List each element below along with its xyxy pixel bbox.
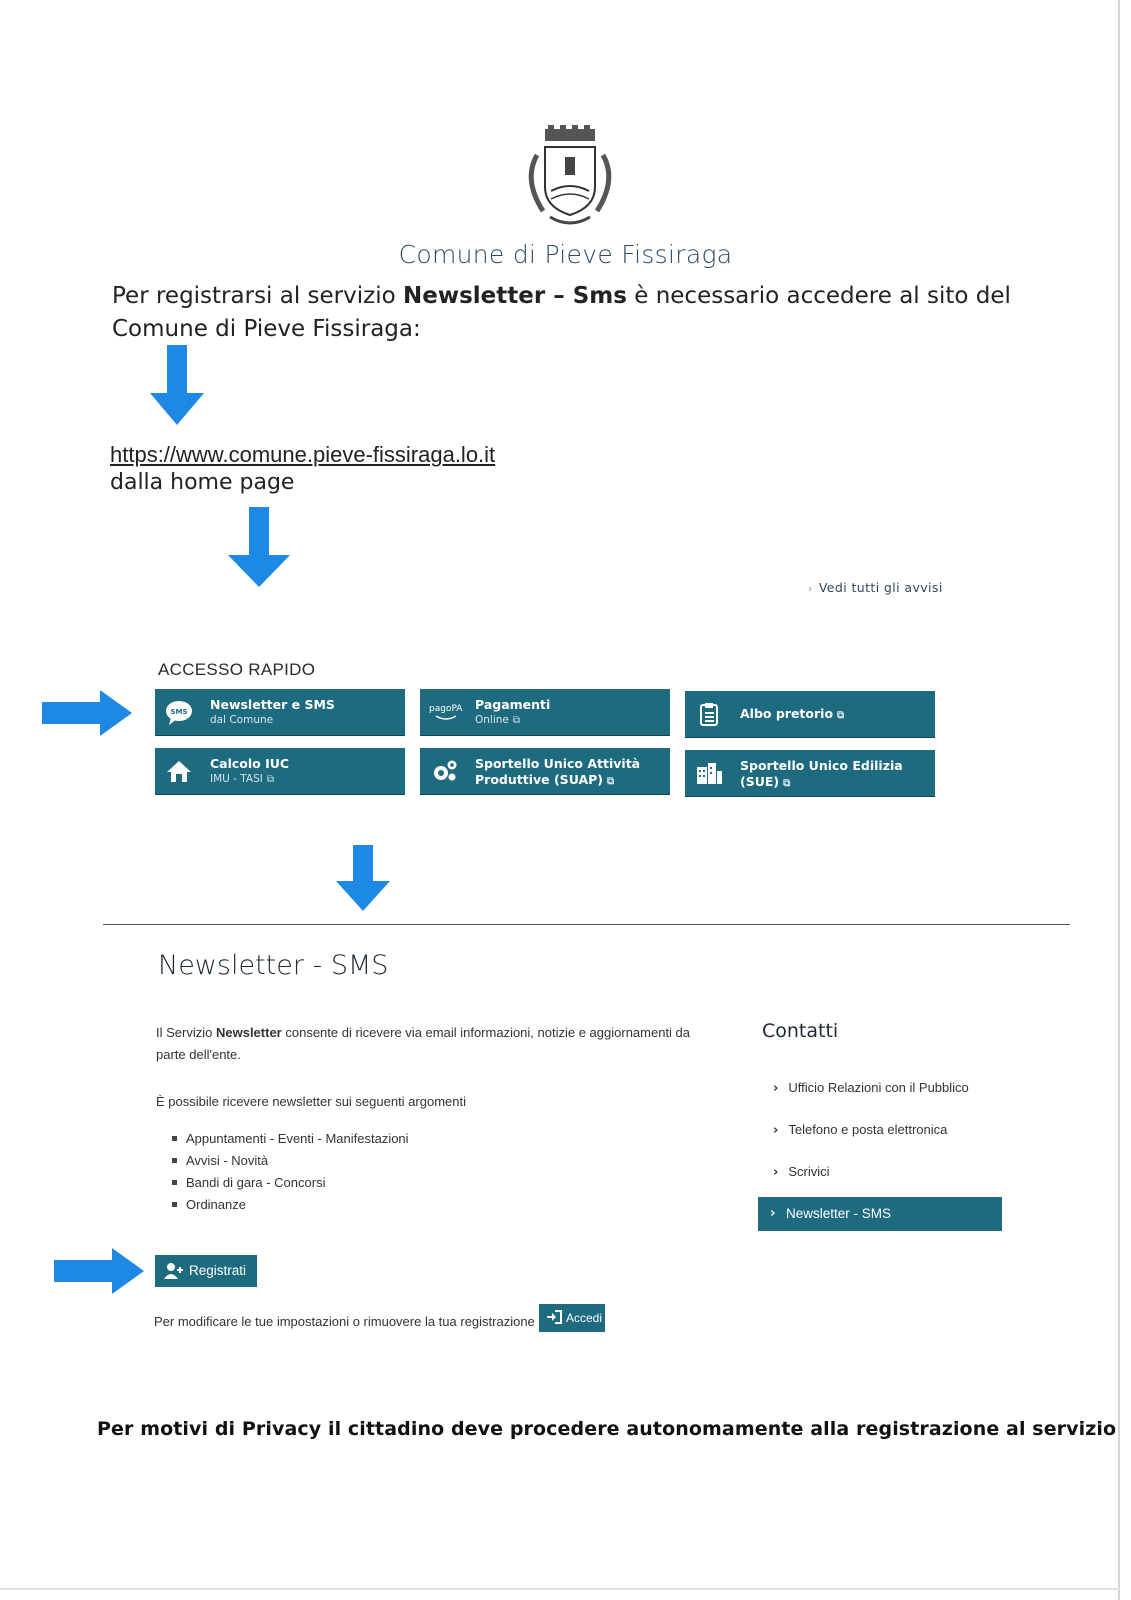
contatti-link-label: Telefono e posta elettronica — [788, 1122, 948, 1137]
quick-button-title: Pagamenti — [475, 697, 551, 712]
arrow-right-icon — [42, 690, 132, 736]
contatti-link-scrivici[interactable] — [773, 1164, 830, 1180]
external-link-icon: ⧉ — [512, 715, 521, 726]
bullet-icon — [172, 1158, 177, 1163]
vedi-avvisi-link[interactable] — [808, 580, 943, 595]
accesso-rapido-heading: ACCESSO RAPIDO — [158, 660, 316, 679]
buildings-icon — [695, 759, 723, 787]
quick-button-title — [740, 758, 903, 792]
clipboard-icon — [695, 700, 723, 728]
add-user-icon — [164, 1262, 184, 1280]
chevron-right-icon: › — [808, 582, 813, 595]
intro-text — [112, 280, 1012, 346]
external-link-icon: ⧉ — [837, 710, 845, 721]
possible-topics-label: È possibile ricevere newsletter sui seguenti argomenti — [156, 1094, 466, 1109]
comune-title: Comune di Pieve Fissiraga — [398, 240, 733, 269]
login-icon — [546, 1310, 562, 1324]
quick-button-title-line1: Sportello Unico Edilizia — [740, 758, 903, 773]
arrow-down-icon — [150, 345, 204, 427]
quick-button-subtitle — [210, 773, 274, 785]
quick-button-title — [475, 756, 640, 790]
bullet-icon — [172, 1202, 177, 1207]
quick-button-title: Albo pretorio — [740, 706, 834, 721]
quick-button-subtitle: dal Comune — [210, 714, 274, 726]
quick-pagamenti-button[interactable] — [420, 689, 670, 735]
intro-bold: Newsletter – Sms — [402, 283, 627, 309]
external-link-icon: ⧉ — [783, 778, 791, 789]
intro-line2: Comune di Pieve Fissiraga: — [112, 316, 421, 342]
modify-registration-text: Per modificare le tue impostazioni o rimuovere la tua registrazione — [154, 1314, 535, 1329]
list-item — [172, 1150, 409, 1172]
accedi-button[interactable] — [539, 1304, 605, 1332]
vedi-avvisi-label: Vedi tutti gli avvisi — [818, 580, 943, 595]
newsletter-title: Newsletter - SMS — [158, 950, 389, 981]
arrow-down-icon — [336, 845, 390, 913]
bullet-icon — [172, 1136, 177, 1141]
gears-icon — [430, 757, 458, 785]
quick-button-title-row — [740, 706, 844, 721]
quick-button-subtitle-text: Online — [475, 714, 509, 726]
topic-label: Bandi di gara - Concorsi — [186, 1175, 326, 1190]
quick-button-subtitle-text: IMU - TASI — [210, 773, 263, 785]
intro-part1: Per registrarsi al servizio — [112, 283, 396, 309]
quick-button-subtitle — [475, 714, 520, 726]
list-item — [172, 1194, 409, 1216]
newsletter-description — [156, 1022, 716, 1066]
home-icon — [165, 757, 193, 785]
contatti-active-label: Newsletter - SMS — [786, 1206, 892, 1221]
chevron-right-icon: › — [773, 1081, 779, 1096]
topics-list — [172, 1128, 409, 1216]
quick-button-title-line2: Produttive (SUAP) — [475, 772, 604, 787]
external-link-icon: ⧉ — [607, 776, 615, 787]
registrati-button[interactable] — [155, 1255, 257, 1287]
bullet-icon — [172, 1180, 177, 1185]
quick-button-title: Newsletter e SMS — [210, 697, 335, 712]
privacy-note: Per motivi di Privacy il cittadino deve procedere autonomamente alla registrazione al servizio — [97, 1418, 1117, 1440]
quick-calcolo-iuc-button[interactable] — [155, 748, 405, 794]
desc-pre: Il Servizio — [156, 1025, 213, 1040]
quick-button-title-line1: Sportello Unico Attività — [475, 756, 641, 771]
quick-newsletter-sms-button[interactable] — [155, 689, 405, 735]
quick-suap-button[interactable] — [420, 748, 670, 794]
list-item — [172, 1172, 409, 1194]
desc-post: consente di ricevere via email informazioni, notizie e aggiornamenti da parte dell'ente. — [156, 1025, 691, 1062]
list-item — [172, 1128, 409, 1150]
contatti-link-label: Scrivici — [788, 1164, 830, 1179]
sms-icon — [165, 698, 193, 726]
home-page-label: dalla home page — [110, 470, 295, 495]
svg-text:pagoPA: pagoPA — [429, 704, 463, 714]
contatti-link-telefono[interactable] — [773, 1122, 947, 1138]
section-divider — [103, 924, 1070, 925]
svg-text:SMS: SMS — [170, 708, 188, 716]
contatti-title: Contatti — [762, 1020, 839, 1042]
desc-bold: Newsletter — [215, 1025, 282, 1040]
topic-label: Appuntamenti - Eventi - Manifestazioni — [186, 1131, 409, 1146]
chevron-right-icon: › — [773, 1123, 779, 1138]
quick-albo-pretorio-button[interactable] — [685, 691, 935, 737]
quick-button-title: Calcolo IUC — [210, 756, 290, 771]
quick-sue-button[interactable] — [685, 750, 935, 796]
registrati-label: Registrati — [189, 1263, 247, 1278]
comune-crest-logo — [515, 125, 625, 235]
arrow-right-icon — [54, 1248, 144, 1294]
site-url-link[interactable]: https://www.comune.pieve-fissiraga.lo.it — [110, 442, 496, 467]
chevron-right-icon: › — [773, 1165, 779, 1180]
contatti-link-label: Ufficio Relazioni con il Pubblico — [788, 1080, 969, 1095]
accedi-label: Accedi — [566, 1311, 603, 1325]
quick-button-title-line2: (SUE) — [740, 774, 780, 789]
external-link-icon: ⧉ — [266, 774, 274, 785]
page-edge-bottom — [0, 1588, 1120, 1590]
intro-part2: è necessario accedere al sito del — [634, 283, 1011, 309]
chevron-right-icon: › — [770, 1205, 776, 1221]
contatti-link-newsletter-active[interactable] — [758, 1197, 1002, 1231]
topic-label: Avvisi - Novità — [186, 1153, 269, 1168]
pagopa-icon — [428, 698, 464, 726]
topic-label: Ordinanze — [186, 1197, 246, 1212]
arrow-down-icon — [228, 507, 290, 589]
contatti-link-urp[interactable] — [773, 1080, 969, 1096]
